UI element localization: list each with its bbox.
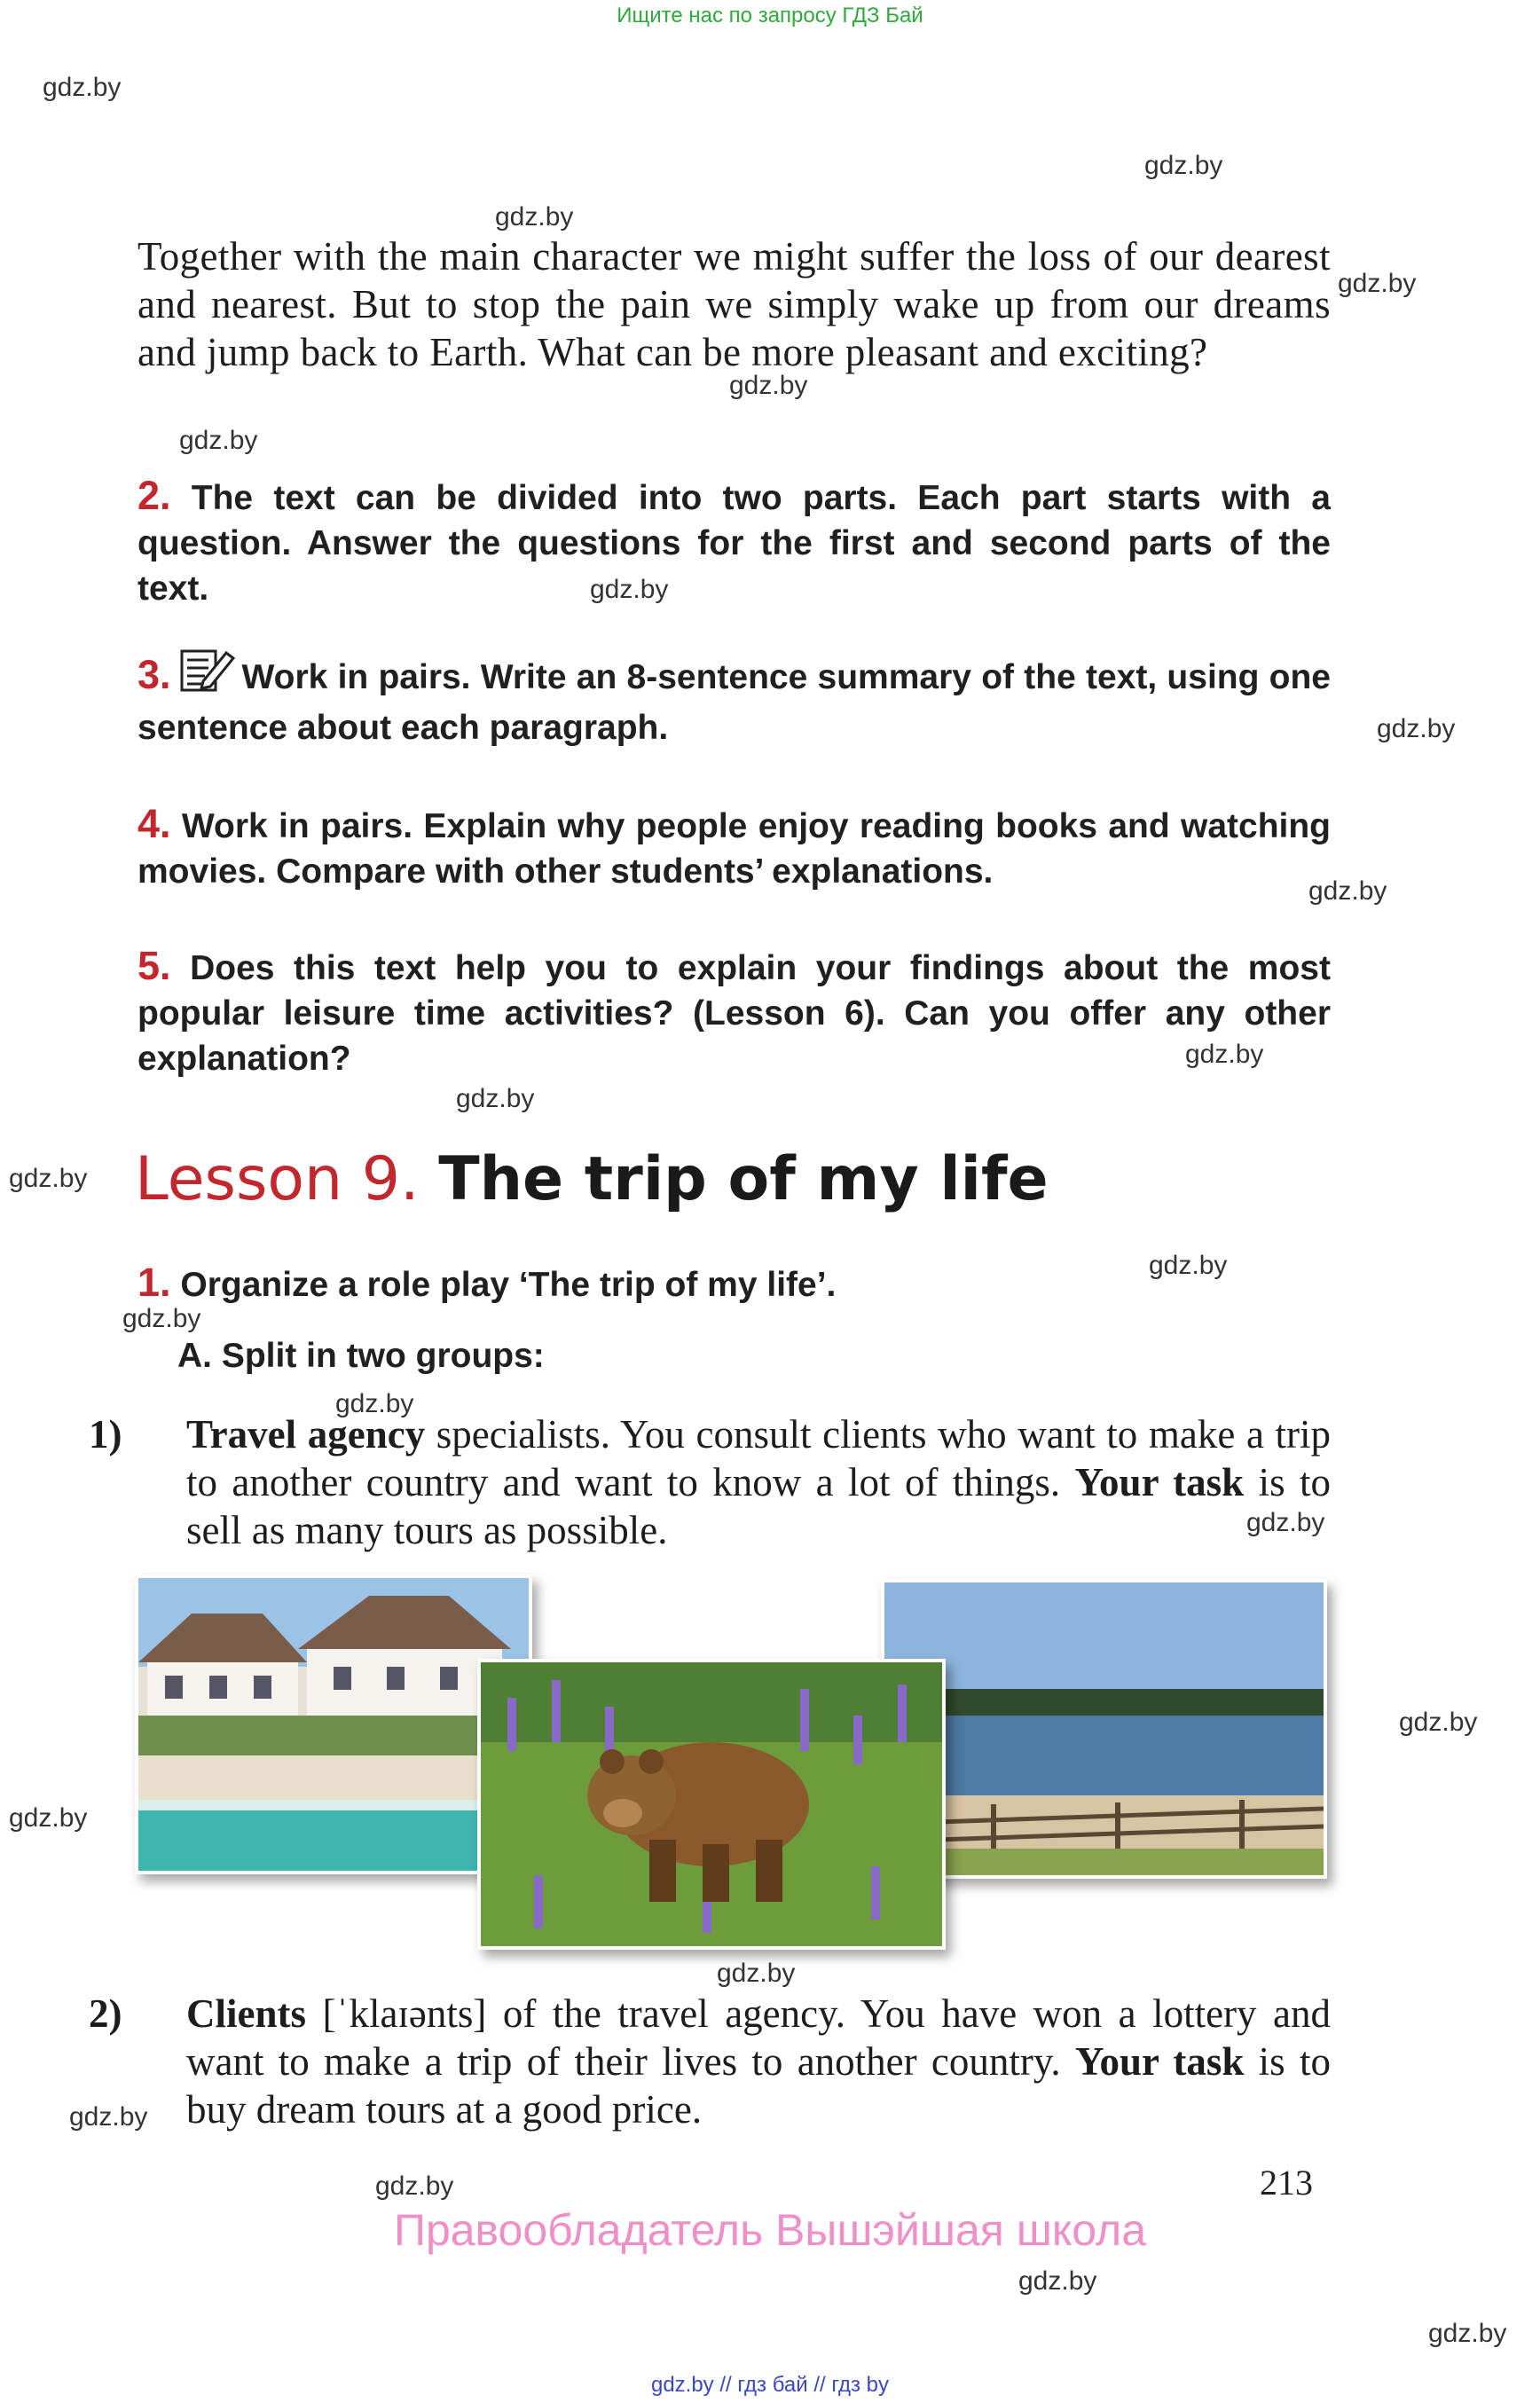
role-desc: specialists. You consult clients who want to make a trip to another country and want to know a lot of things.	[186, 1412, 1331, 1504]
task-1	[138, 1260, 1331, 1308]
lake-photo	[881, 1579, 1327, 1879]
task-3	[138, 648, 1331, 750]
task-number: 5.	[138, 943, 171, 988]
page-number: 213	[1260, 2163, 1313, 2203]
watermark: gdz.by	[122, 1304, 201, 1333]
task-text: Does this text help you to explain your findings about the most popular leisure time activities? (Lesson 6). Can you offer any other explanation?	[138, 949, 1331, 1078]
subheading: A. Split in two groups:	[177, 1337, 545, 1375]
watermark: gdz.by	[729, 371, 808, 400]
watermark: gdz.by	[717, 1959, 796, 1988]
lesson-title: The trip of my life	[438, 1144, 1049, 1214]
watermark: gdz.by	[69, 2102, 148, 2132]
top-search-note: Ищите нас по запросу ГДЗ Бай	[617, 4, 923, 27]
task-5	[138, 943, 1331, 1081]
watermark: gdz.by	[456, 1084, 535, 1113]
watermark: gdz.by	[335, 1389, 414, 1418]
task-text: The text can be divided into two parts. Each part starts with a question. Answer the questions for the first and second parts of the text.	[138, 479, 1331, 608]
role-task: is to buy dream tours at a good price.	[186, 2039, 1331, 2132]
task-number: 3.	[138, 652, 171, 697]
task-text: Work in pairs. Explain why people enjoy reading books and watching movies. Compare with other students’ explanations.	[138, 807, 1332, 891]
beach-house-photo	[135, 1575, 532, 1874]
watermark: gdz.by	[590, 575, 669, 604]
watermark: gdz.by	[43, 73, 122, 102]
watermark: gdz.by	[1308, 876, 1387, 906]
task-number: 4.	[138, 801, 171, 846]
role-name: Clients	[186, 1991, 306, 2036]
watermark: gdz.by	[375, 2171, 454, 2201]
watermark: gdz.by	[495, 202, 574, 232]
task-label: Your task	[1074, 2039, 1245, 2084]
list-marker: 2)	[89, 1991, 122, 2036]
role-name: Travel agency	[186, 1412, 426, 1457]
rights-holder: Правообладатель Вышэйшая школа	[394, 2205, 1146, 2255]
writing-icon	[178, 648, 235, 705]
task-number: 2.	[138, 473, 171, 518]
watermark: gdz.by	[1018, 2266, 1097, 2296]
bear-photo	[477, 1659, 946, 1950]
task-4	[138, 801, 1331, 894]
watermark: gdz.by	[9, 1164, 88, 1193]
watermark: gdz.by	[1149, 1251, 1228, 1280]
task-text: Organize a role play ‘The trip of my life’.	[180, 1266, 837, 1304]
watermark: gdz.by	[1338, 269, 1417, 298]
role-item-1	[89, 1410, 1331, 1554]
watermark: gdz.by	[179, 426, 258, 455]
task-2	[138, 473, 1331, 611]
footer-links: gdz.by // гдз бай // гдз by	[650, 2373, 890, 2397]
task-text: Work in pairs. Write an 8-sentence summary of the text, using one sentence about each paragraph.	[138, 658, 1331, 747]
list-marker: 1)	[89, 1412, 122, 1457]
watermark: gdz.by	[1185, 1040, 1264, 1069]
role-desc: [ˈklaɪənts] of the travel agency. You have won a lottery and want to make a trip of their lives to another country.	[186, 1991, 1331, 2084]
intro-paragraph: Together with the main character we might suffer the loss of our dearest and nearest. But to stop the pain we simply wake up from our dreams and jump back to Earth. What can be more pleasant and exciting?	[138, 234, 1331, 374]
watermark: gdz.by	[1399, 1708, 1478, 1737]
watermark: gdz.by	[1144, 151, 1223, 180]
lesson-label: Lesson 9.	[135, 1144, 420, 1214]
watermark: gdz.by	[1428, 2319, 1507, 2348]
role-task: is to sell as many tours as possible.	[186, 1460, 1331, 1552]
task-number: 1.	[138, 1260, 171, 1305]
watermark: gdz.by	[9, 1803, 88, 1833]
watermark: gdz.by	[1377, 714, 1456, 743]
lesson-heading	[135, 1144, 1049, 1214]
watermark: gdz.by	[1246, 1508, 1325, 1537]
task-label: Your task	[1074, 1460, 1245, 1504]
